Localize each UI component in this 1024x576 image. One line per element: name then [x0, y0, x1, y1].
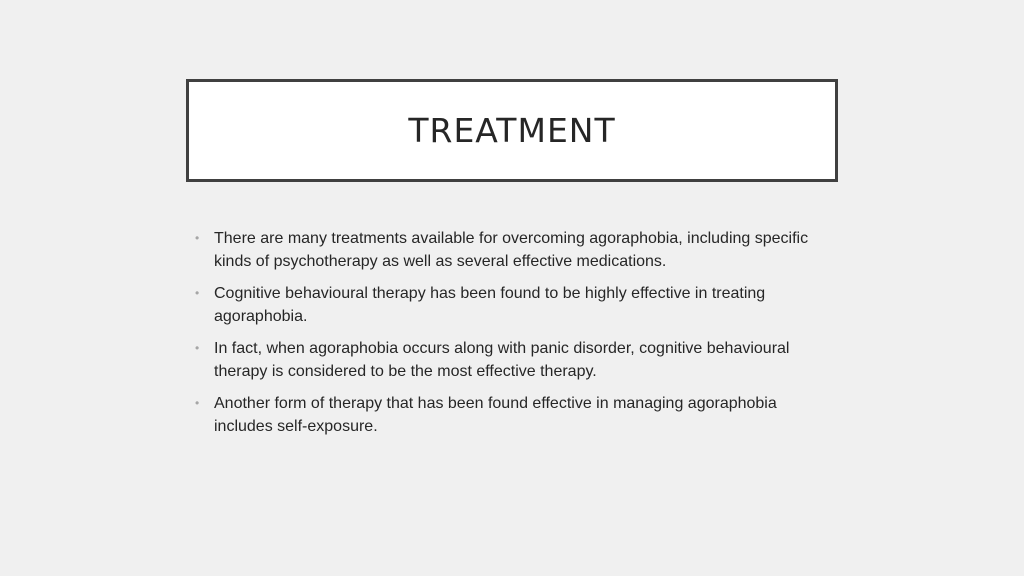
bullet-text: In fact, when agoraphobia occurs along with panic disorder, cognitive behavioural therapy is considered to be the most effective therapy.: [214, 340, 790, 380]
slide-title: TREATMENT: [408, 111, 616, 150]
bullet-item: [193, 337, 833, 383]
bullet-item: [193, 282, 833, 328]
bullet-list: [193, 227, 833, 447]
bullet-text: There are many treatments available for overcoming agoraphobia, including specific kinds of psychotherapy as well as several effective medications.: [214, 230, 809, 270]
bullet-dot-icon: •: [195, 231, 200, 245]
bullet-dot-icon: •: [195, 396, 200, 410]
bullet-dot-icon: •: [195, 341, 200, 355]
bullet-dot-icon: •: [195, 286, 200, 300]
title-box: [186, 79, 838, 182]
bullet-item: [193, 227, 833, 273]
bullet-item: [193, 392, 833, 438]
bullet-text: Another form of therapy that has been found effective in managing agoraphobia includes self-exposure.: [214, 395, 777, 435]
bullet-text: Cognitive behavioural therapy has been found to be highly effective in treating agoraphobia.: [214, 285, 766, 325]
